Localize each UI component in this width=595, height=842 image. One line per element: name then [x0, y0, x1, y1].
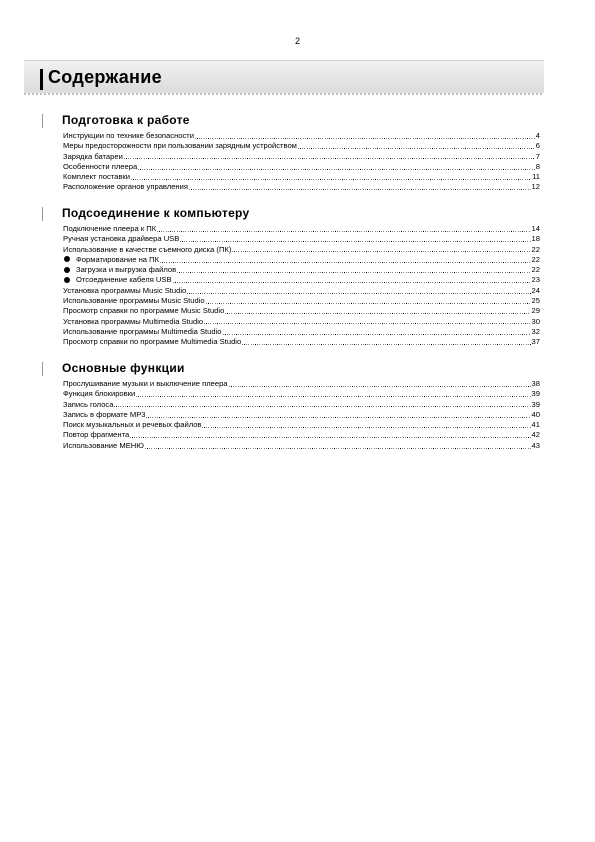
- bullet-icon: [64, 267, 70, 273]
- toc-entry-label: [63, 234, 179, 244]
- dot-leader: [242, 344, 530, 345]
- toc-entry[interactable]: [63, 255, 540, 265]
- toc-entry-label: [63, 265, 176, 275]
- toc-entry[interactable]: [63, 275, 540, 285]
- toc-entry-page: 7: [535, 151, 540, 161]
- toc-entry-text: Загрузка и выгрузка файлов: [76, 265, 177, 275]
- toc-entry[interactable]: [63, 410, 540, 420]
- toc-list: [63, 224, 540, 348]
- toc-entry[interactable]: [63, 306, 540, 316]
- toc-entry-page: 6: [535, 141, 540, 151]
- section-title: Основные функции: [62, 361, 185, 375]
- toc-entry-text: Отсоединение кабеля USB: [76, 275, 172, 285]
- toc-entry-label: [63, 327, 222, 337]
- toc-entry-label: [63, 286, 186, 296]
- dot-leader: [136, 396, 530, 397]
- dot-leader: [173, 282, 531, 283]
- toc-entry-label: [63, 410, 145, 420]
- toc-entry-label: [63, 141, 297, 151]
- dot-leader: [146, 417, 530, 418]
- toc-entry-page: 37: [531, 337, 540, 347]
- toc-entry-text: Прослушивание музыки и выключение плеера: [63, 379, 228, 388]
- section-title: Подсоединение к компьютеру: [62, 206, 250, 220]
- toc-entry-page: 39: [531, 389, 540, 399]
- toc-entry-label: [63, 306, 224, 316]
- toc-entry-text: Подключение плеера к ПК: [63, 224, 157, 233]
- toc-entry-text: Особенности плеера: [63, 161, 138, 171]
- toc-entry-label: [63, 441, 144, 451]
- toc-entry-text: Зарядка батареи: [63, 151, 123, 161]
- toc-entry-label: [63, 224, 156, 234]
- toc-entry[interactable]: [63, 379, 540, 389]
- toc-entry-label: [63, 337, 241, 347]
- toc-entry-page: 25: [531, 296, 540, 306]
- toc-entry-page: 43: [531, 440, 540, 450]
- toc-entry-label: [63, 317, 203, 327]
- dot-leader: [232, 251, 530, 252]
- toc-entry[interactable]: [63, 337, 540, 347]
- toc-entry[interactable]: [63, 182, 540, 192]
- toc-entry[interactable]: [63, 400, 540, 410]
- dot-leader: [160, 262, 531, 263]
- toc-entry-page: 40: [531, 409, 540, 419]
- dot-leader: [180, 241, 530, 242]
- toc-entry-text: Запись в формате MP3: [63, 409, 146, 419]
- toc-entry-text: Комплект поставки: [63, 172, 130, 182]
- toc-entry[interactable]: [63, 430, 540, 440]
- toc-entry-label: [63, 296, 205, 306]
- toc-entry[interactable]: [63, 420, 540, 430]
- toc-entry[interactable]: [63, 141, 540, 151]
- toc-entry-label: [63, 389, 135, 399]
- toc-entry-page: 29: [531, 306, 540, 316]
- toc-entry-page: 42: [531, 430, 540, 440]
- toc-entry-label: [63, 152, 123, 162]
- dot-leader: [202, 427, 530, 428]
- toc-entry-label: [63, 172, 130, 182]
- toc-entry[interactable]: [63, 286, 540, 296]
- toc-entry-page: 30: [531, 316, 540, 326]
- title-marker: [40, 69, 43, 90]
- toc-entry-text: Просмотр справки по программе Multimedia Studio: [63, 337, 242, 347]
- toc-entry[interactable]: [63, 162, 540, 172]
- toc-entry-label: [63, 420, 201, 430]
- toc-entry-text: Установка программы Multimedia Studio: [63, 316, 204, 326]
- section-basic-functions: [42, 361, 542, 450]
- dot-leader: [187, 293, 530, 294]
- toc-entry-page: 32: [531, 326, 540, 336]
- dot-leader: [177, 272, 530, 273]
- toc-entry-text: Инструкции по технике безопасности: [63, 131, 194, 140]
- dot-leader: [206, 303, 531, 304]
- toc-entry-text: Ручная установка драйвера USB: [63, 234, 180, 244]
- toc-entry-text: Просмотр справки по программе Music Studio: [63, 306, 225, 316]
- toc-entry-text: Функция блокировки: [63, 389, 136, 399]
- dot-leader: [124, 158, 535, 159]
- dot-leader: [195, 138, 535, 139]
- section-preparation: [42, 113, 542, 192]
- toc-entry-page: 8: [535, 161, 540, 171]
- toc-entry-page: 39: [531, 399, 540, 409]
- section-marker: [42, 114, 43, 128]
- toc-entry-text: Повтор фрагмента: [63, 430, 130, 440]
- section-marker: [42, 207, 43, 221]
- toc-entry-page: 14: [531, 224, 540, 233]
- dot-leader: [138, 169, 535, 170]
- toc-entry-page: 22: [531, 265, 540, 275]
- page-number: 2: [294, 36, 300, 46]
- page-title: Содержание: [48, 67, 162, 87]
- toc-entry-text: Использование МЕНЮ: [63, 440, 144, 450]
- toc-entry-label: [63, 430, 129, 440]
- dot-leader: [114, 406, 530, 407]
- toc-list: [63, 131, 540, 193]
- toc-entry-label: [63, 162, 137, 172]
- toc-entry-label: [63, 400, 113, 410]
- toc-entry[interactable]: [63, 327, 540, 337]
- toc-entry[interactable]: [63, 234, 540, 244]
- toc-entry[interactable]: [63, 389, 540, 399]
- bullet-icon: [64, 256, 70, 262]
- toc-entry-label: [63, 245, 231, 255]
- toc-entry-text: Расположение органов управления: [63, 182, 188, 192]
- toc-entry-text: Установка программы Music Studio: [63, 285, 187, 295]
- toc-entry[interactable]: [63, 152, 540, 162]
- section-marker: [42, 362, 43, 376]
- dot-leader: [189, 189, 531, 190]
- toc-entry-text: Меры предосторожности при пользовании зарядным устройством: [63, 141, 297, 151]
- toc-entry-label: [63, 131, 194, 141]
- toc-entry-page: 24: [531, 285, 540, 295]
- title-bar: [24, 60, 544, 93]
- toc-entry[interactable]: [63, 224, 540, 234]
- dot-leader: [298, 148, 535, 149]
- bullet-icon: [64, 277, 70, 283]
- toc-entry-page: 12: [531, 182, 540, 192]
- toc-entry-page: 22: [531, 254, 540, 264]
- toc-entry[interactable]: [63, 131, 540, 141]
- toc-entry-label: [63, 255, 159, 265]
- dot-leader: [130, 437, 530, 438]
- toc-entry-text: Поиск музыкальных и речевых файлов: [63, 420, 202, 430]
- toc-list: [63, 379, 540, 451]
- toc-entry[interactable]: [63, 441, 540, 451]
- toc-entry-label: [63, 182, 188, 192]
- dot-leader: [229, 386, 531, 387]
- dot-leader: [225, 313, 530, 314]
- toc-entry-page: 18: [531, 234, 540, 244]
- toc-entry[interactable]: [63, 245, 540, 255]
- dot-leader: [204, 323, 530, 324]
- toc-entry-text: Использование программы Multimedia Studio: [63, 326, 222, 336]
- toc-entry-page: 22: [531, 244, 540, 254]
- toc-entry-page: 41: [531, 420, 540, 430]
- toc-entry-text: Использование в качестве съемного диска (ПК): [63, 244, 232, 254]
- toc-entry[interactable]: [63, 317, 540, 327]
- dot-leader: [131, 179, 531, 180]
- toc-entry-label: [63, 275, 172, 285]
- toc-entry-page: 38: [531, 379, 540, 388]
- toc-entry-page: 11: [532, 172, 540, 182]
- section-title: Подготовка к работе: [62, 113, 190, 127]
- toc-entry[interactable]: [63, 265, 540, 275]
- toc-entry-page: 23: [531, 275, 540, 285]
- section-computer-connection: [42, 206, 542, 347]
- dot-leader: [223, 334, 531, 335]
- toc-entry-page: 4: [535, 131, 540, 140]
- toc-entry[interactable]: [63, 172, 540, 182]
- toc-entry[interactable]: [63, 296, 540, 306]
- toc-entry-text: Использование программы Music Studio: [63, 296, 205, 306]
- toc-entry-text: Запись голоса: [63, 399, 114, 409]
- toc-entry-text: Форматирование на ПК: [76, 254, 160, 264]
- dot-leader: [157, 231, 530, 232]
- dot-leader: [145, 448, 531, 449]
- toc-entry-label: [63, 379, 228, 389]
